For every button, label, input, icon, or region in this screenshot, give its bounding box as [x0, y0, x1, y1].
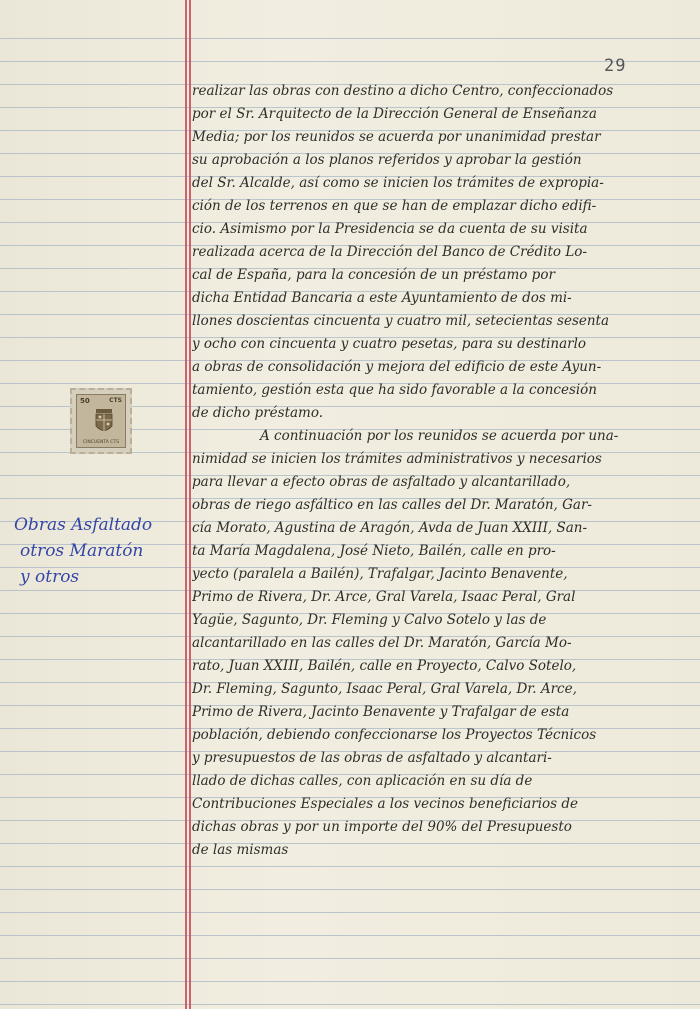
text-line: dichas obras y por un importe del 90% del Presupuesto: [192, 819, 572, 835]
text-line: realizada acerca de la Dirección del Banco de Crédito Lo-: [192, 244, 587, 260]
text-line: obras de riego asfáltico en las calles del Dr. Maratón, Gar-: [192, 497, 592, 513]
text-line: rato, Juan XXIII, Bailén, calle en Proyecto, Calvo Sotelo,: [192, 658, 577, 674]
margin-rule-inner: [189, 0, 191, 1009]
margin-rule-outer: [185, 0, 187, 1009]
text-line: para llevar a efecto obras de asfaltado y alcantarillado,: [192, 474, 571, 490]
text-line: A continuación por los reunidos se acuerda por una-: [260, 428, 619, 444]
text-line: población, debiendo confeccionarse los Proyectos Técnicos: [192, 727, 597, 743]
text-line: y presupuestos de las obras de asfaltado y alcantari-: [192, 750, 552, 766]
revenue-stamp: [70, 388, 132, 454]
text-line: cio. Asimismo por la Presidencia se da cuenta de su visita: [192, 221, 588, 237]
text-line: Primo de Rivera, Dr. Arce, Gral Varela, Isaac Peral, Gral: [192, 589, 576, 605]
stamp-caption: CINCUENTA CTS: [82, 440, 120, 445]
text-line: realizar las obras con destino a dicho Centro, confeccionados: [192, 83, 614, 99]
text-line: cal de España, para la concesión de un préstamo por: [192, 267, 555, 283]
text-line: a obras de consolidación y mejora del edificio de este Ayun-: [192, 359, 602, 375]
margin-note-line: Obras Asfaltado: [14, 515, 153, 535]
text-line: ción de los terrenos en que se han de emplazar dicho edifi-: [192, 198, 597, 214]
text-line: del Sr. Alcalde, así como se inicien los trámites de expropia-: [192, 175, 604, 191]
text-line: Primo de Rivera, Jacinto Benavente y Trafalgar de esta: [192, 704, 570, 720]
text-line: ta María Magdalena, José Nieto, Bailén, calle en pro-: [192, 543, 556, 559]
stamp-face: [76, 394, 126, 448]
text-line: llones doscientas cincuenta y cuatro mil, setecientas sesenta: [192, 313, 610, 329]
handwritten-body: [192, 80, 690, 862]
page-number: 29: [604, 56, 627, 76]
text-line: Yagüe, Sagunto, Dr. Fleming y Calvo Sotelo y las de: [192, 612, 547, 628]
text-line: cía Morato, Agustina de Aragón, Avda de Juan XXIII, San-: [192, 520, 588, 536]
text-line: por el Sr. Arquitecto de la Dirección General de Enseñanza: [192, 106, 597, 122]
coat-of-arms-icon: [93, 407, 115, 437]
text-line: tamiento, gestión esta que ha sido favorable a la concesión: [192, 382, 598, 398]
stamp-value: 50: [80, 397, 90, 405]
margin-note: [14, 512, 186, 590]
text-line: llado de dichas calles, con aplicación en su día de: [192, 773, 533, 789]
text-line: de dicho préstamo.: [192, 405, 324, 421]
text-line: y ocho con cincuenta y cuatro pesetas, para su destinarlo: [192, 336, 587, 352]
text-line: su aprobación a los planos referidos y aprobar la gestión: [192, 152, 582, 168]
text-line: Dr. Fleming, Sagunto, Isaac Peral, Gral Varela, Dr. Arce,: [192, 681, 577, 697]
text-line: Contribuciones Especiales a los vecinos beneficiarios de: [192, 796, 578, 812]
margin-note-line: y otros: [20, 567, 80, 587]
text-line: alcantarillado en las calles del Dr. Maratón, García Mo-: [192, 635, 572, 651]
text-line: de las mismas: [192, 842, 289, 858]
text-line: yecto (paralela a Bailén), Trafalgar, Jacinto Benavente,: [192, 566, 568, 582]
stamp-currency: CTS: [109, 397, 122, 404]
text-line: dicha Entidad Bancaria a este Ayuntamiento de dos mi-: [192, 290, 572, 306]
text-line: nimidad se inicien los trámites administrativos y necesarios: [192, 451, 602, 467]
text-line: Media; por los reunidos se acuerda por unanimidad prestar: [192, 129, 601, 145]
margin-note-line: otros Maratón: [20, 541, 144, 561]
